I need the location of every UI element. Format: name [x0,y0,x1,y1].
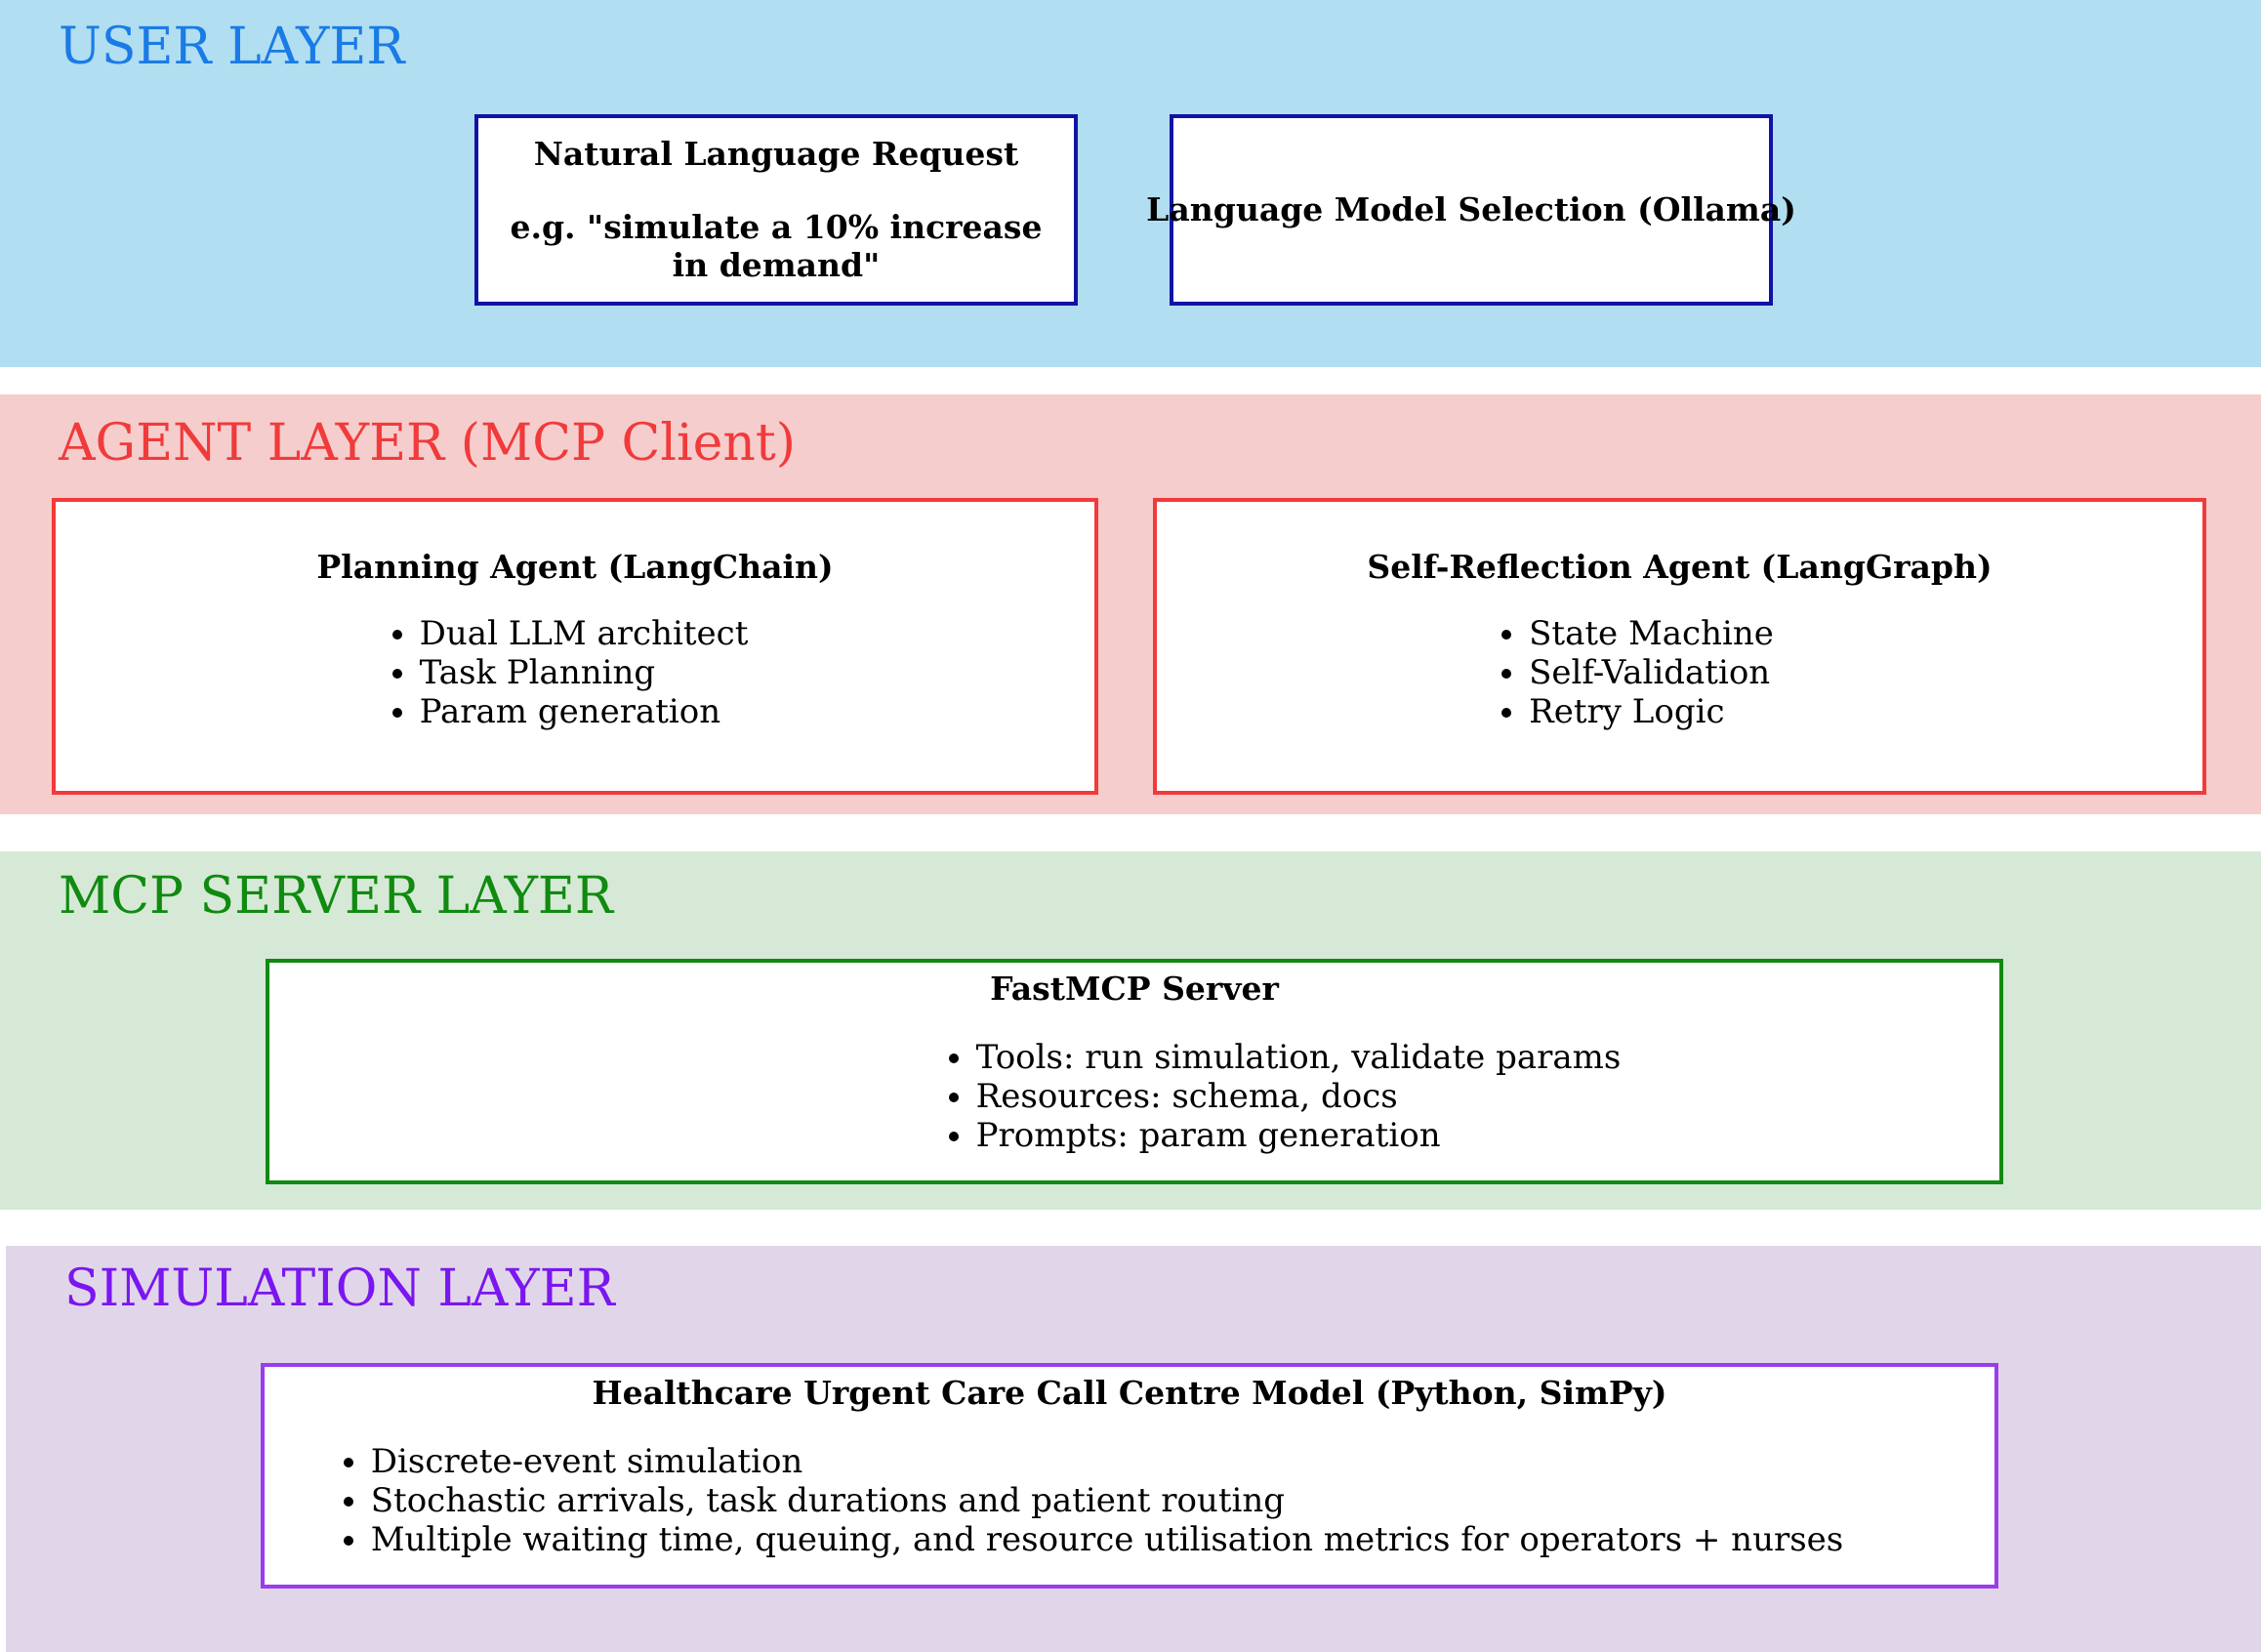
healthcare-model-title: Healthcare Urgent Care Call Centre Model (Python, SimPy) [592,1374,1667,1412]
planning-agent-title: Planning Agent (LangChain) [316,548,834,586]
planning-agent-bullet: Param generation [392,692,749,731]
fastmcp-server-bullet-list [949,1038,1622,1155]
fastmcp-server-bullet: Tools: run simulation, validate params [949,1038,1622,1077]
self-reflection-agent-bullet: Retry Logic [1501,692,1774,731]
fastmcp-server-bullet: Prompts: param generation [949,1116,1622,1155]
natural-language-request-box [474,114,1078,306]
mcp-server-layer-panel [0,851,2261,1210]
natural-language-request-example: e.g. "simulate a 10% increase in demand" [510,207,1043,284]
fastmcp-server-bullet: Resources: schema, docs [949,1077,1622,1116]
fastmcp-server-title: FastMCP Server [990,970,1279,1008]
simulation-layer-title: SIMULATION LAYER [64,1260,615,1318]
self-reflection-agent-title: Self-Reflection Agent (LangGraph) [1367,548,1993,586]
self-reflection-agent-box [1153,498,2206,795]
self-reflection-agent-bullet-list [1501,614,1774,731]
healthcare-model-bullet: Multiple waiting time, queuing, and resource utilisation metrics for operators + nurses [344,1520,1844,1559]
mcp-server-layer-title: MCP SERVER LAYER [59,867,614,926]
planning-agent-bullet: Dual LLM architect [392,614,749,653]
language-model-selection-box [1146,114,1796,306]
planning-agent-bullet-list [392,614,749,731]
natural-language-request-title: Natural Language Request [533,135,1019,173]
user-layer-panel [0,0,2261,367]
agent-layer-title: AGENT LAYER (MCP Client) [59,414,797,473]
healthcare-model-bullet: Discrete-event simulation [344,1442,1844,1481]
healthcare-model-box [261,1363,1998,1589]
agent-layer-panel [0,394,2261,814]
planning-agent-box [52,498,1098,795]
planning-agent-bullet: Task Planning [392,653,749,692]
language-model-selection-title: Language Model Selection (Ollama) [1146,189,1796,228]
healthcare-model-bullet-list [344,1442,1844,1559]
simulation-layer-panel [6,1246,2261,1652]
fastmcp-server-box [266,959,2003,1184]
healthcare-model-bullet: Stochastic arrivals, task durations and patient routing [344,1481,1844,1520]
self-reflection-agent-bullet: Self-Validation [1501,653,1774,692]
user-layer-title: USER LAYER [59,18,405,76]
self-reflection-agent-bullet: State Machine [1501,614,1774,653]
